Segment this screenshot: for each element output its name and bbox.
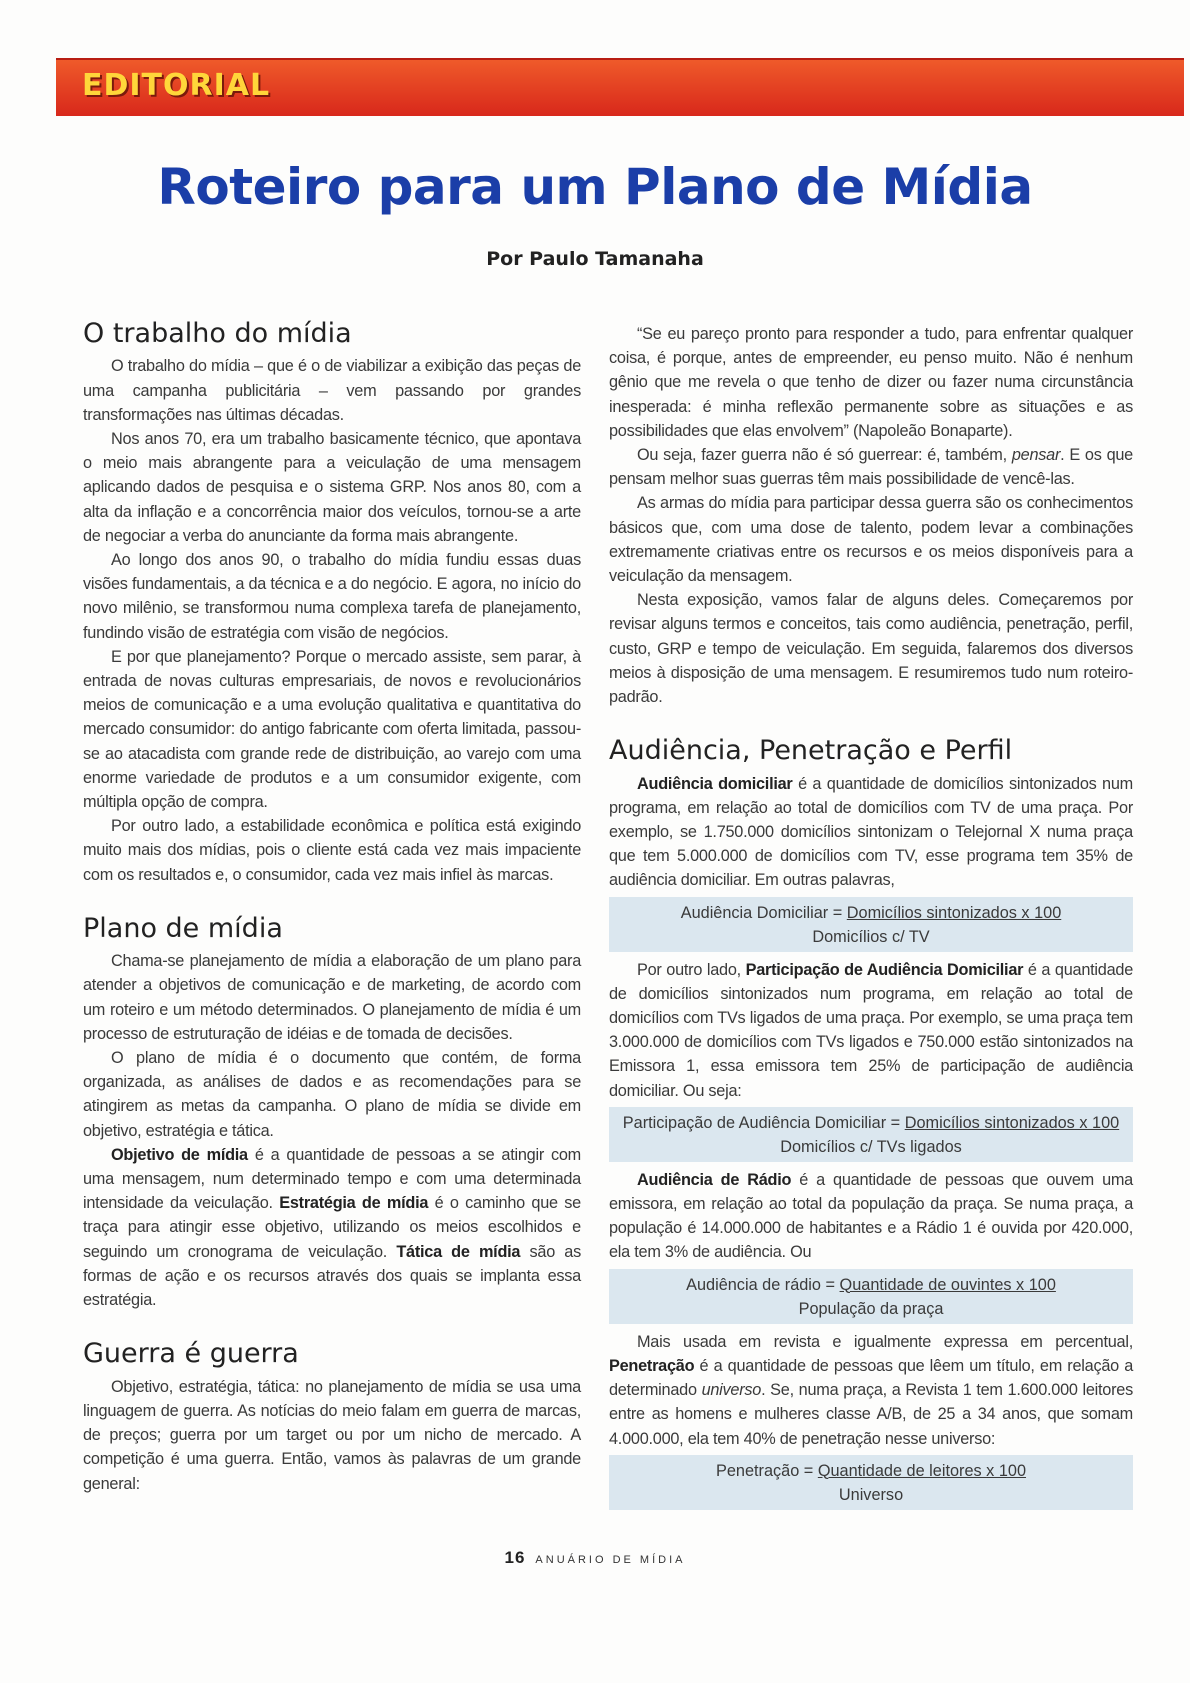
formula-box: Audiência Domiciliar = Domicílios sintonizados x 100 Domicílios c/ TV: [609, 897, 1133, 952]
paragraph: Objetivo de mídia é a quantidade de pessoas a se atingir com uma mensagem, num determinado tempo e com uma determinada intensidade da veiculação. Estratégia de mídia é o caminho que se traça para atingir esse objetivo, utilizando os meios escolhidos e seguindo um cronograma de veiculação. Tática de mídia são as formas de ação e os recursos através dos quais se implanta essa estratégia.: [83, 1145, 581, 1310]
paragraph: Nesta exposição, vamos falar de alguns deles. Começaremos por revisar alguns termos e conceitos, tais como audiência, penetração, perfil, custo, GRP e tempo de veiculação. Em seguida, falaremos dos diversos meios à disposição de uma mensagem. E resumiremos tudo num roteiro-padrão.: [609, 591, 1133, 707]
paragraph: Por outro lado, a estabilidade econômica e política está exigindo muito mais dos mídias, pois o cliente está cada vez mais impaciente com os resultados e, o consumidor, cada vez mais infiel às marcas.: [83, 817, 581, 884]
paragraph: Audiência de Rádio é a quantidade de pessoas que ouvem uma emissora, em relação ao total da população da praça. Se numa praça, a população é 14.000.000 de habitantes e a Rádio 1 é ouvida por 420.000, ela tem 3% de audiência. Ou: [609, 1170, 1133, 1262]
right-column: [609, 322, 1133, 1516]
paragraph: O plano de mídia é o documento que contém, de forma organizada, as análises de dados e as recomendações para se atingirem as metas da campanha. O plano de mídia se divide em objetivo, estratégia e tática.: [83, 1049, 581, 1140]
term: Estratégia de mídia: [279, 1194, 429, 1213]
left-column: [83, 318, 581, 1496]
paragraph: Audiência domiciliar é a quantidade de domicílios sintonizados num programa, em relação ao total de domicílios com TV de uma praça. Por exemplo, se 1.750.000 domicílios sintonizam o Telejornal X numa praça que tem 5.000.000 de domicílios com TV, esse programa tem 35% de audiência domiciliar. Em outras palavras,: [609, 774, 1133, 890]
section-heading: Audiência, Penetração e Perfil: [609, 735, 1013, 767]
quote-paragraph: “Se eu pareço pronto para responder a tudo, para enfrentar qualquer coisa, é porque, antes de empreender, eu penso muito. Não é nenhum gênio que me revela o que tenho de dizer ou fazer numa circunstância inesperada: é minha reflexão permanente sobre as situações e as possibilidades que elas envolvem” (Napoleão Bonaparte).: [609, 325, 1133, 440]
paragraph: Objetivo, estratégia, tática: no planejamento de mídia se usa uma linguagem de guerra. As notícias do meio falam em guerra de marcas, de preços; guerra por um target ou por um nicho de mercado. A competição é uma guerra. Então, vamos às palavras de um grande general:: [83, 1377, 581, 1493]
paragraph: Ou seja, fazer guerra não é só guerrear: é, também, pensar. E os que pensam melhor suas guerras têm mais possibilidade de vencê-las.: [609, 446, 1133, 489]
article-title: Roteiro para um Plano de Mídia: [157, 158, 1033, 216]
paragraph: As armas do mídia para participar dessa guerra são os conhecimentos básicos que, com uma dose de talento, podem levar a combinações extremamente criativas entre os recursos e os meios disponíveis para a veiculação da mensagem.: [609, 494, 1133, 586]
term: Participação de Audiência Domiciliar: [745, 960, 1024, 979]
section-heading: Guerra é guerra: [83, 1338, 299, 1370]
paragraph: E por que planejamento? Porque o mercado assiste, sem parar, à entrada de novas culturas empresariais, de novos e revolucionários meios de comunicação e a uma evolução qualitativa e quantitativa do mercado consumidor: do antigo fabricante com oferta limitada, passou-se ao atacadista com grande rede de distribuição, ao varejo com uma enorme variedade de produtos e a um consumidor exigente, com múltipla opção de compra.: [83, 647, 581, 812]
paragraph: Mais usada em revista e igualmente expressa em percentual, Penetração é a quantidade de pessoas que lêem um título, em relação a determinado universo. Se, numa praça, a Revista 1 tem 1.600.000 leitores entre as homens e mulheres classe A/B, de 25 a 34 anos, que somam 4.000.000, ela tem 40% de penetração nesse universo:: [609, 1332, 1133, 1448]
formula-box: Audiência de rádio = Quantidade de ouvintes x 100 População da praça: [609, 1269, 1133, 1324]
formula-box: Participação de Audiência Domiciliar = Domicílios sintonizados x 100 Domicílios c/ TVs ligados: [609, 1107, 1133, 1162]
section-band: [56, 58, 1184, 116]
formula-box: Penetração = Quantidade de leitores x 100 Universo: [609, 1455, 1133, 1510]
term: Penetração: [609, 1356, 695, 1375]
byline: Por Paulo Tamanaha: [486, 248, 704, 270]
paragraph: Por outro lado, Participação de Audiência Domiciliar é a quantidade de domicílios sintonizados num programa, em relação ao total de domicílios com TVs ligados de uma praça. Por exemplo, se uma praça tem 3.000.000 de domicílios com TVs ligados e 750.000 estão sintonizados na Emissora 1, essa emissora tem 25% de participação de audiência domiciliar. Ou seja:: [609, 960, 1134, 1100]
term: Tática de mídia: [396, 1242, 521, 1261]
term: Objetivo de mídia: [111, 1145, 248, 1164]
page-number: 16: [504, 1548, 526, 1567]
page-footer: [0, 1548, 1190, 1568]
publication-name: ANUÁRIO DE MÍDIA: [535, 1554, 686, 1566]
paragraph: Chama-se planejamento de mídia a elaboração de um plano para atender a objetivos de comunicação e de marketing, de acordo com um roteiro e um método determinados. O planejamento de mídia é um processo de estruturação de idéias e de tomada de decisões.: [83, 952, 581, 1043]
section-label: EDITORIAL: [82, 68, 271, 103]
paragraph: O trabalho do mídia – que é o de viabilizar a exibição das peças de uma campanha publicitária – vem passando por grandes transformações nas últimas décadas.: [83, 357, 581, 424]
paragraph: Nos anos 70, era um trabalho basicamente técnico, que apontava o meio mais abrangente para a veiculação de uma mensagem aplicando dados de pesquisa e o sistema GRP. Nos anos 80, com a alta da inflação e a concorrência maior dos veículos, tornou-se a arte de negociar a verba do anunciante da forma mais abrangente.: [83, 430, 581, 545]
section-heading: O trabalho do mídia: [83, 318, 352, 349]
term: Audiência de Rádio: [637, 1170, 792, 1189]
term: Audiência domiciliar: [637, 774, 793, 793]
paragraph: Ao longo dos anos 90, o trabalho do mídia fundiu essas duas visões fundamentais, a da técnica e a do negócio. E agora, no início do novo milênio, se transformou numa complexa tarefa de planejamento, fundindo visão de estratégia com visão de negócios.: [83, 551, 581, 642]
section-heading: Plano de mídia: [83, 912, 283, 944]
